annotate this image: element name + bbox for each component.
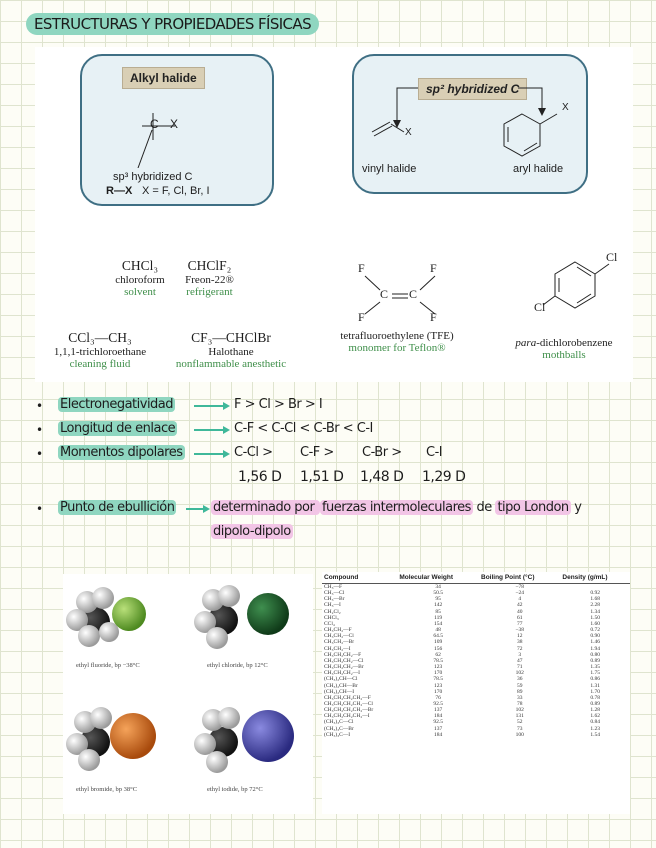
compound-use: solvent	[124, 286, 156, 298]
bond-length-label: Longitud de enlace	[60, 421, 176, 436]
cell-compound: CH₃CH₂CH₂CH₂—I	[324, 713, 370, 720]
compound-halothane	[160, 330, 302, 370]
cell-compound: CH₃—F	[324, 584, 343, 590]
cell-compound: (CH₃)₃C—Cl	[324, 719, 354, 726]
cell-compound: CH₃—Cl	[324, 590, 345, 597]
compound-use: refrigerant	[186, 286, 233, 298]
dipole-bond-1: C-Cl >	[234, 445, 273, 460]
alkyl-x-values: X = F, Cl, Br, I	[142, 185, 210, 197]
cell-molecular-weight: 78.5	[433, 657, 443, 664]
alkyl-carbon-atom: C	[150, 117, 159, 131]
cell-density: 0.89	[590, 700, 601, 707]
cell-compound: CH₃CH₂—Cl	[324, 633, 354, 640]
alkyl-structure-icon	[130, 108, 190, 168]
tfe-f4: F	[430, 310, 437, 324]
compound-use: nonflammable anesthetic	[175, 358, 287, 370]
boiling-text-c: de	[472, 500, 496, 515]
cell-boiling-point: 42	[516, 602, 523, 609]
cell-molecular-weight: 170	[434, 670, 443, 677]
cell-density: 0.78	[590, 694, 601, 701]
cell-molecular-weight: 95	[435, 596, 441, 603]
cell-boiling-point: 47	[516, 657, 523, 664]
cell-density	[560, 584, 630, 591]
dipole-value-4: 1,29 D	[422, 469, 466, 485]
cell-boiling-point: 77	[516, 620, 523, 627]
cell-boiling-point: 89	[516, 688, 523, 695]
cell-molecular-weight: 137	[434, 707, 443, 714]
cell-boiling-point: 102	[515, 670, 524, 677]
col-compound: Compound	[322, 572, 397, 584]
compound-formula: CF₃—CHClBr	[191, 330, 271, 345]
compound-name: Halothane	[208, 346, 254, 358]
boiling-text-b: fuerzas intermoleculares	[321, 500, 471, 515]
compound-use: cleaning fluid	[69, 358, 131, 370]
cell-compound: (CH₃)₂CH—I	[324, 688, 355, 695]
boiling-point-label: Punto de ebullición	[60, 500, 175, 515]
boiling-text-f: dipolo-dipolo	[213, 524, 291, 539]
compound-name	[500, 337, 628, 349]
compound-formula: CCl₃—CH₃	[68, 330, 132, 345]
electronegativity-label: Electronegatividad	[60, 397, 174, 412]
cell-compound: CH₃CH₂CH₂CH₂—Cl	[324, 700, 373, 707]
aryl-x: X	[562, 102, 569, 113]
cell-density: 1.50	[590, 614, 601, 621]
dipole-label: Momentos dipolares	[60, 445, 183, 460]
cell-boiling-point: 33	[516, 694, 523, 701]
aryl-halide-label: aryl halide	[513, 163, 564, 175]
page-title: ESTRUCTURAS Y PROPIEDADES FÍSICAS	[26, 13, 319, 35]
cell-density: 1.62	[590, 713, 601, 720]
bullet-icon: •	[36, 423, 44, 437]
cell-compound: CH₃CH₂CH₂—Cl	[324, 657, 364, 664]
electronegativity-value: F > Cl > Br > I	[234, 397, 323, 412]
cell-molecular-weight: 184	[434, 713, 443, 720]
cell-compound: CH₃CH₂CH₂—F	[324, 651, 362, 658]
cell-compound: CHCl₃	[324, 614, 339, 621]
dipole-bond-4: C-I	[426, 445, 443, 460]
tfe-f1: F	[358, 261, 365, 275]
table-row	[322, 732, 630, 738]
boiling-point-value	[211, 500, 581, 515]
cell-compound: CH₃—I	[324, 602, 341, 609]
compound-name-prefix: para	[515, 337, 537, 349]
model-label-chloride: ethyl chloride, bp 12°C	[207, 662, 268, 669]
compound-name: tetrafluoroethylene (TFE)	[340, 330, 454, 342]
cell-boiling-point: 131	[515, 713, 524, 720]
cell-compound: (CH₃)₃C—Br	[324, 725, 354, 732]
cell-compound: CH₃CH₂—F	[324, 627, 352, 634]
dcb-cl1: Cl	[606, 250, 618, 264]
cell-boiling-point: 61	[516, 614, 523, 621]
cell-boiling-point: −24	[515, 590, 524, 597]
cell-molecular-weight: 123	[434, 682, 443, 689]
cell-boiling-point: 40	[516, 608, 523, 615]
vinyl-halide-label: vinyl halide	[362, 163, 417, 175]
cell-compound: CH₂Cl₂	[324, 608, 341, 615]
cell-boiling-point: 52	[516, 719, 523, 726]
cell-molecular-weight: 184	[434, 731, 443, 738]
cell-boiling-point: 100	[515, 731, 524, 738]
cell-compound: CH₃CH₂CH₂—Br	[324, 664, 364, 671]
cell-molecular-weight: 85	[435, 608, 441, 615]
cell-boiling-point: −78	[515, 584, 524, 590]
boiling-text-d: tipo London	[497, 500, 569, 515]
cell-boiling-point: 38	[516, 639, 523, 646]
compound-formula: CHCl₃	[121, 258, 159, 273]
dipole-bond-2: C-F >	[300, 445, 334, 460]
compound-trichloroethane	[45, 330, 155, 370]
cell-molecular-weight: 154	[434, 620, 443, 627]
alkyl-halogen-atom: X	[170, 117, 179, 131]
cell-density: 2.28	[590, 602, 601, 609]
dipole-value-3: 1,48 D	[360, 469, 404, 485]
compound-name: Freon-22®	[185, 274, 234, 286]
dipole-value-2: 1,51 D	[300, 469, 344, 485]
cell-boiling-point: 3	[518, 651, 522, 658]
cell-density: 1.60	[590, 620, 601, 627]
model-label-iodide: ethyl iodide, bp 72°C	[207, 786, 263, 793]
cell-density: 0.86	[590, 676, 601, 683]
cell-density: 0.72	[590, 627, 601, 634]
tfe-f3: F	[358, 310, 365, 324]
cell-molecular-weight: 170	[434, 688, 443, 695]
compound-tfe	[322, 330, 472, 354]
cell-molecular-weight: 156	[434, 645, 443, 652]
compound-name-rest: -dichlorobenzene	[536, 337, 613, 349]
alkyl-halide-label: Alkyl halide	[122, 67, 205, 89]
model-label-fluoride: ethyl fluoride, bp −38°C	[76, 662, 140, 669]
cell-density: 0.90	[590, 633, 601, 640]
cell-molecular-weight: 64.5	[433, 633, 443, 640]
cell-density: 1.94	[590, 645, 601, 652]
cell-molecular-weight: 92.5	[433, 700, 443, 707]
compound-name: chloroform	[115, 274, 165, 286]
dipole-bond-3: C-Br >	[362, 445, 402, 460]
bullet-icon: •	[36, 447, 44, 461]
physical-properties-table	[322, 572, 630, 814]
cell-boiling-point: 71	[516, 664, 523, 671]
tfe-c1: C	[380, 287, 389, 301]
cell-molecular-weight: 109	[434, 639, 443, 646]
cell-density: 0.92	[590, 590, 601, 597]
cell-density: 1.54	[590, 731, 601, 738]
cell-molecular-weight: 34	[435, 584, 441, 590]
model-label-bromide: ethyl bromide, bp 38°C	[76, 786, 138, 793]
cell-compound: (CH₃)₃C—I	[324, 731, 351, 738]
alkyl-formula: R—X	[106, 185, 133, 197]
compound-use: monomer for Teflon®	[348, 342, 446, 354]
cell-molecular-weight: 123	[434, 664, 443, 671]
tfe-c2: C	[409, 287, 418, 301]
bullet-icon: •	[36, 502, 44, 516]
cell-density: 1.23	[590, 725, 601, 732]
cell-boiling-point: 59	[516, 682, 523, 689]
cell-molecular-weight: 142	[434, 602, 443, 609]
compound-formula: CHClF₂	[187, 258, 232, 273]
cell-molecular-weight: 137	[434, 725, 443, 732]
cell-compound: CH₃CH₂CH₂—I	[324, 670, 361, 677]
cell-molecular-weight: 119	[434, 614, 443, 621]
cell-density: 1.68	[590, 596, 601, 603]
cell-density: 1.46	[590, 639, 601, 646]
cell-boiling-point: 12	[516, 633, 523, 640]
cell-density: 1.34	[590, 608, 601, 615]
cell-boiling-point: 36	[516, 676, 523, 683]
cell-boiling-point: −38	[515, 627, 524, 634]
molecular-models-icon	[63, 574, 313, 814]
cell-density: 1.35	[590, 664, 601, 671]
cell-molecular-weight: 62	[435, 651, 441, 658]
arrow-icon	[185, 503, 211, 515]
cell-molecular-weight: 50.5	[433, 590, 443, 597]
cell-boiling-point: 102	[515, 707, 524, 714]
compound-name: 1,1,1-trichloroethane	[53, 346, 147, 358]
dipole-value-1: 1,56 D	[238, 469, 282, 485]
cell-density: 1.70	[590, 688, 601, 695]
cell-density: 0.84	[590, 719, 601, 726]
col-molecular-weight: Molecular Weight	[397, 572, 479, 584]
cell-density: 0.80	[590, 651, 601, 658]
table-row	[322, 584, 630, 591]
cell-molecular-weight: 76	[435, 694, 441, 701]
compound-dichlorobenzene	[500, 337, 628, 361]
cell-molecular-weight: 92.5	[433, 719, 443, 726]
sp2-label: sp² hybridized C	[418, 78, 527, 100]
vinyl-x: X	[405, 127, 412, 138]
tfe-f2: F	[430, 261, 437, 275]
cell-compound: CH₃CH₂—Br	[324, 639, 355, 646]
cell-boiling-point: 73	[516, 725, 523, 732]
cell-boiling-point: 72	[516, 645, 523, 652]
cell-compound: CCl₄	[324, 620, 335, 627]
compound-freon	[172, 258, 247, 298]
arrow-icon	[193, 400, 231, 412]
compound-chloroform	[105, 258, 175, 298]
cell-compound: (CH₃)₂CH—Cl	[324, 676, 358, 683]
table-header-row	[322, 572, 630, 584]
cell-compound: CH₃—Br	[324, 596, 345, 603]
cell-density: 1.31	[590, 682, 601, 689]
col-density: Density (g/mL)	[560, 572, 630, 584]
cell-boiling-point: 4	[518, 596, 522, 603]
compound-use: mothballs	[542, 349, 586, 361]
cell-density: 1.28	[590, 707, 601, 714]
bond-length-value: C-F < C-Cl < C-Br < C-I	[234, 421, 373, 436]
cell-compound: CH₃CH₂CH₂CH₂—Br	[324, 707, 374, 714]
arrow-icon	[193, 424, 231, 436]
cell-molecular-weight: 48	[435, 627, 441, 634]
boiling-text-e: y	[570, 500, 582, 515]
cell-molecular-weight: 78.5	[433, 676, 443, 683]
arrow-icon	[193, 448, 231, 460]
dcb-cl2: Cl	[534, 300, 546, 314]
cell-compound: (CH₃)₂CH—Br	[324, 682, 358, 689]
cell-density: 0.89	[590, 657, 601, 664]
sp3-note: sp³ hybridized C	[113, 171, 193, 183]
cell-compound: CH₃CH₂—I	[324, 645, 351, 652]
bullet-icon: •	[36, 399, 44, 413]
col-boiling-point: Boiling Point (°C)	[479, 572, 560, 584]
cell-density: 1.75	[590, 670, 601, 677]
cell-boiling-point: 78	[516, 700, 523, 707]
cell-compound: CH₃CH₂CH₂CH₂—F	[324, 694, 371, 701]
boiling-text-a: determinado por	[213, 500, 318, 515]
